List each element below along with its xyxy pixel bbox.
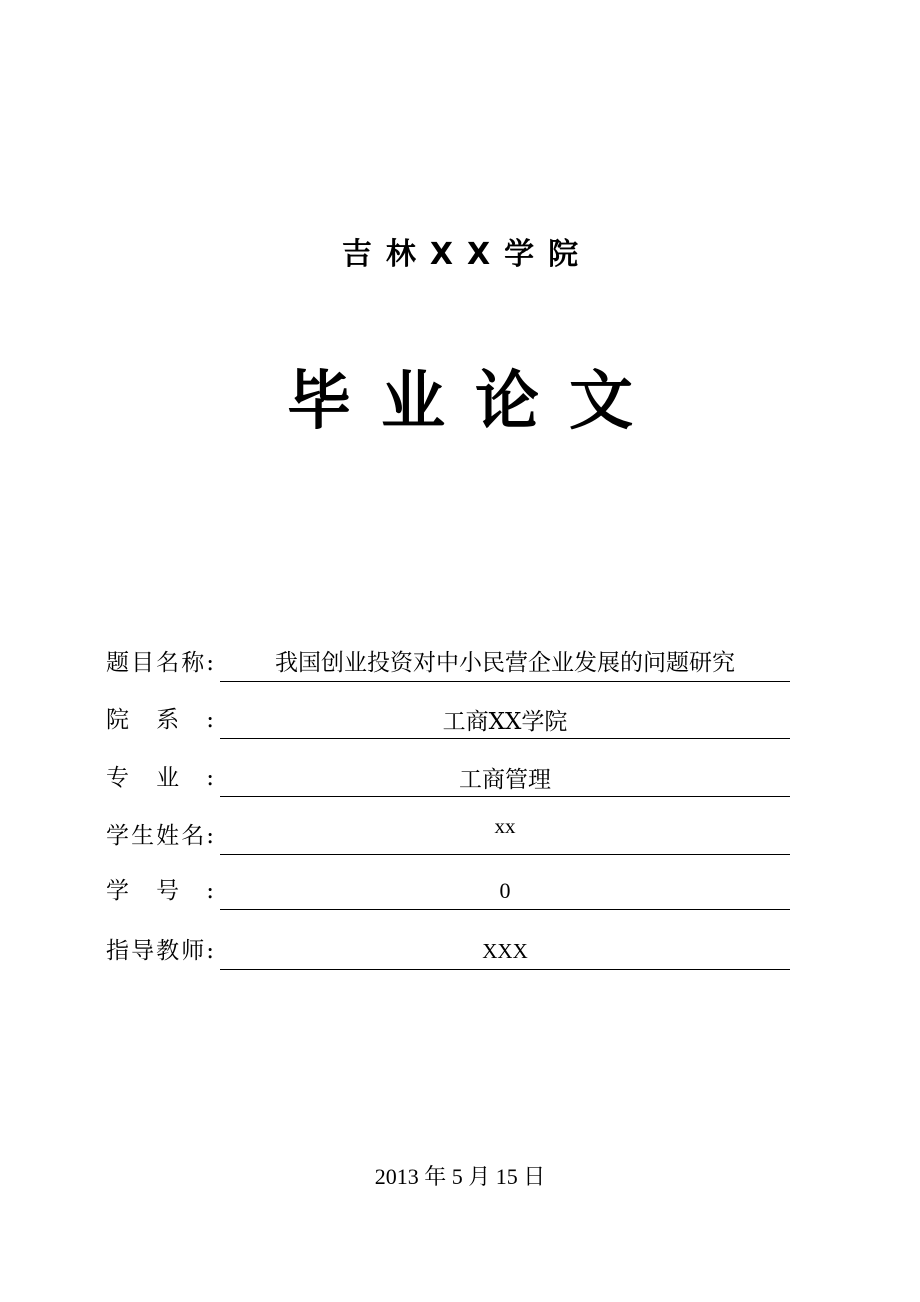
document-type-title: 毕业论文	[287, 365, 663, 439]
underline	[220, 854, 790, 855]
info-row-department	[106, 699, 796, 739]
info-value-advisor: XXX	[482, 939, 528, 963]
underline	[220, 681, 790, 682]
info-row-student-name	[106, 815, 796, 855]
info-label-student-id: 学 号 :	[106, 878, 214, 904]
info-value-thesis-title: 我国创业投资对中小民营企业发展的问题研究	[275, 650, 735, 676]
underline	[220, 796, 790, 797]
info-row-thesis-title	[106, 642, 796, 682]
info-label-department: 院 系 :	[106, 707, 214, 733]
underline	[220, 738, 790, 739]
underline	[220, 909, 790, 910]
info-label-thesis-title: 题 目 名 称 :	[106, 650, 214, 676]
info-row-student-id	[106, 870, 796, 910]
info-value-student-name: xx	[494, 814, 516, 838]
underline	[220, 969, 790, 970]
info-value-student-id: 0	[499, 878, 511, 903]
info-label-student-name: 学 生 姓 名 :	[106, 823, 214, 849]
info-value-department: 工商XX学院	[442, 709, 568, 735]
info-row-advisor	[106, 930, 796, 970]
submission-date: 2013 年 5 月 15 日	[374, 1164, 546, 1189]
info-row-major	[106, 757, 796, 797]
info-label-advisor: 指 导 教 师 :	[106, 938, 214, 964]
school-name: 吉林XX学院	[341, 237, 593, 272]
info-value-major: 工商管理	[459, 767, 551, 793]
info-label-major: 专 业 :	[106, 765, 214, 791]
